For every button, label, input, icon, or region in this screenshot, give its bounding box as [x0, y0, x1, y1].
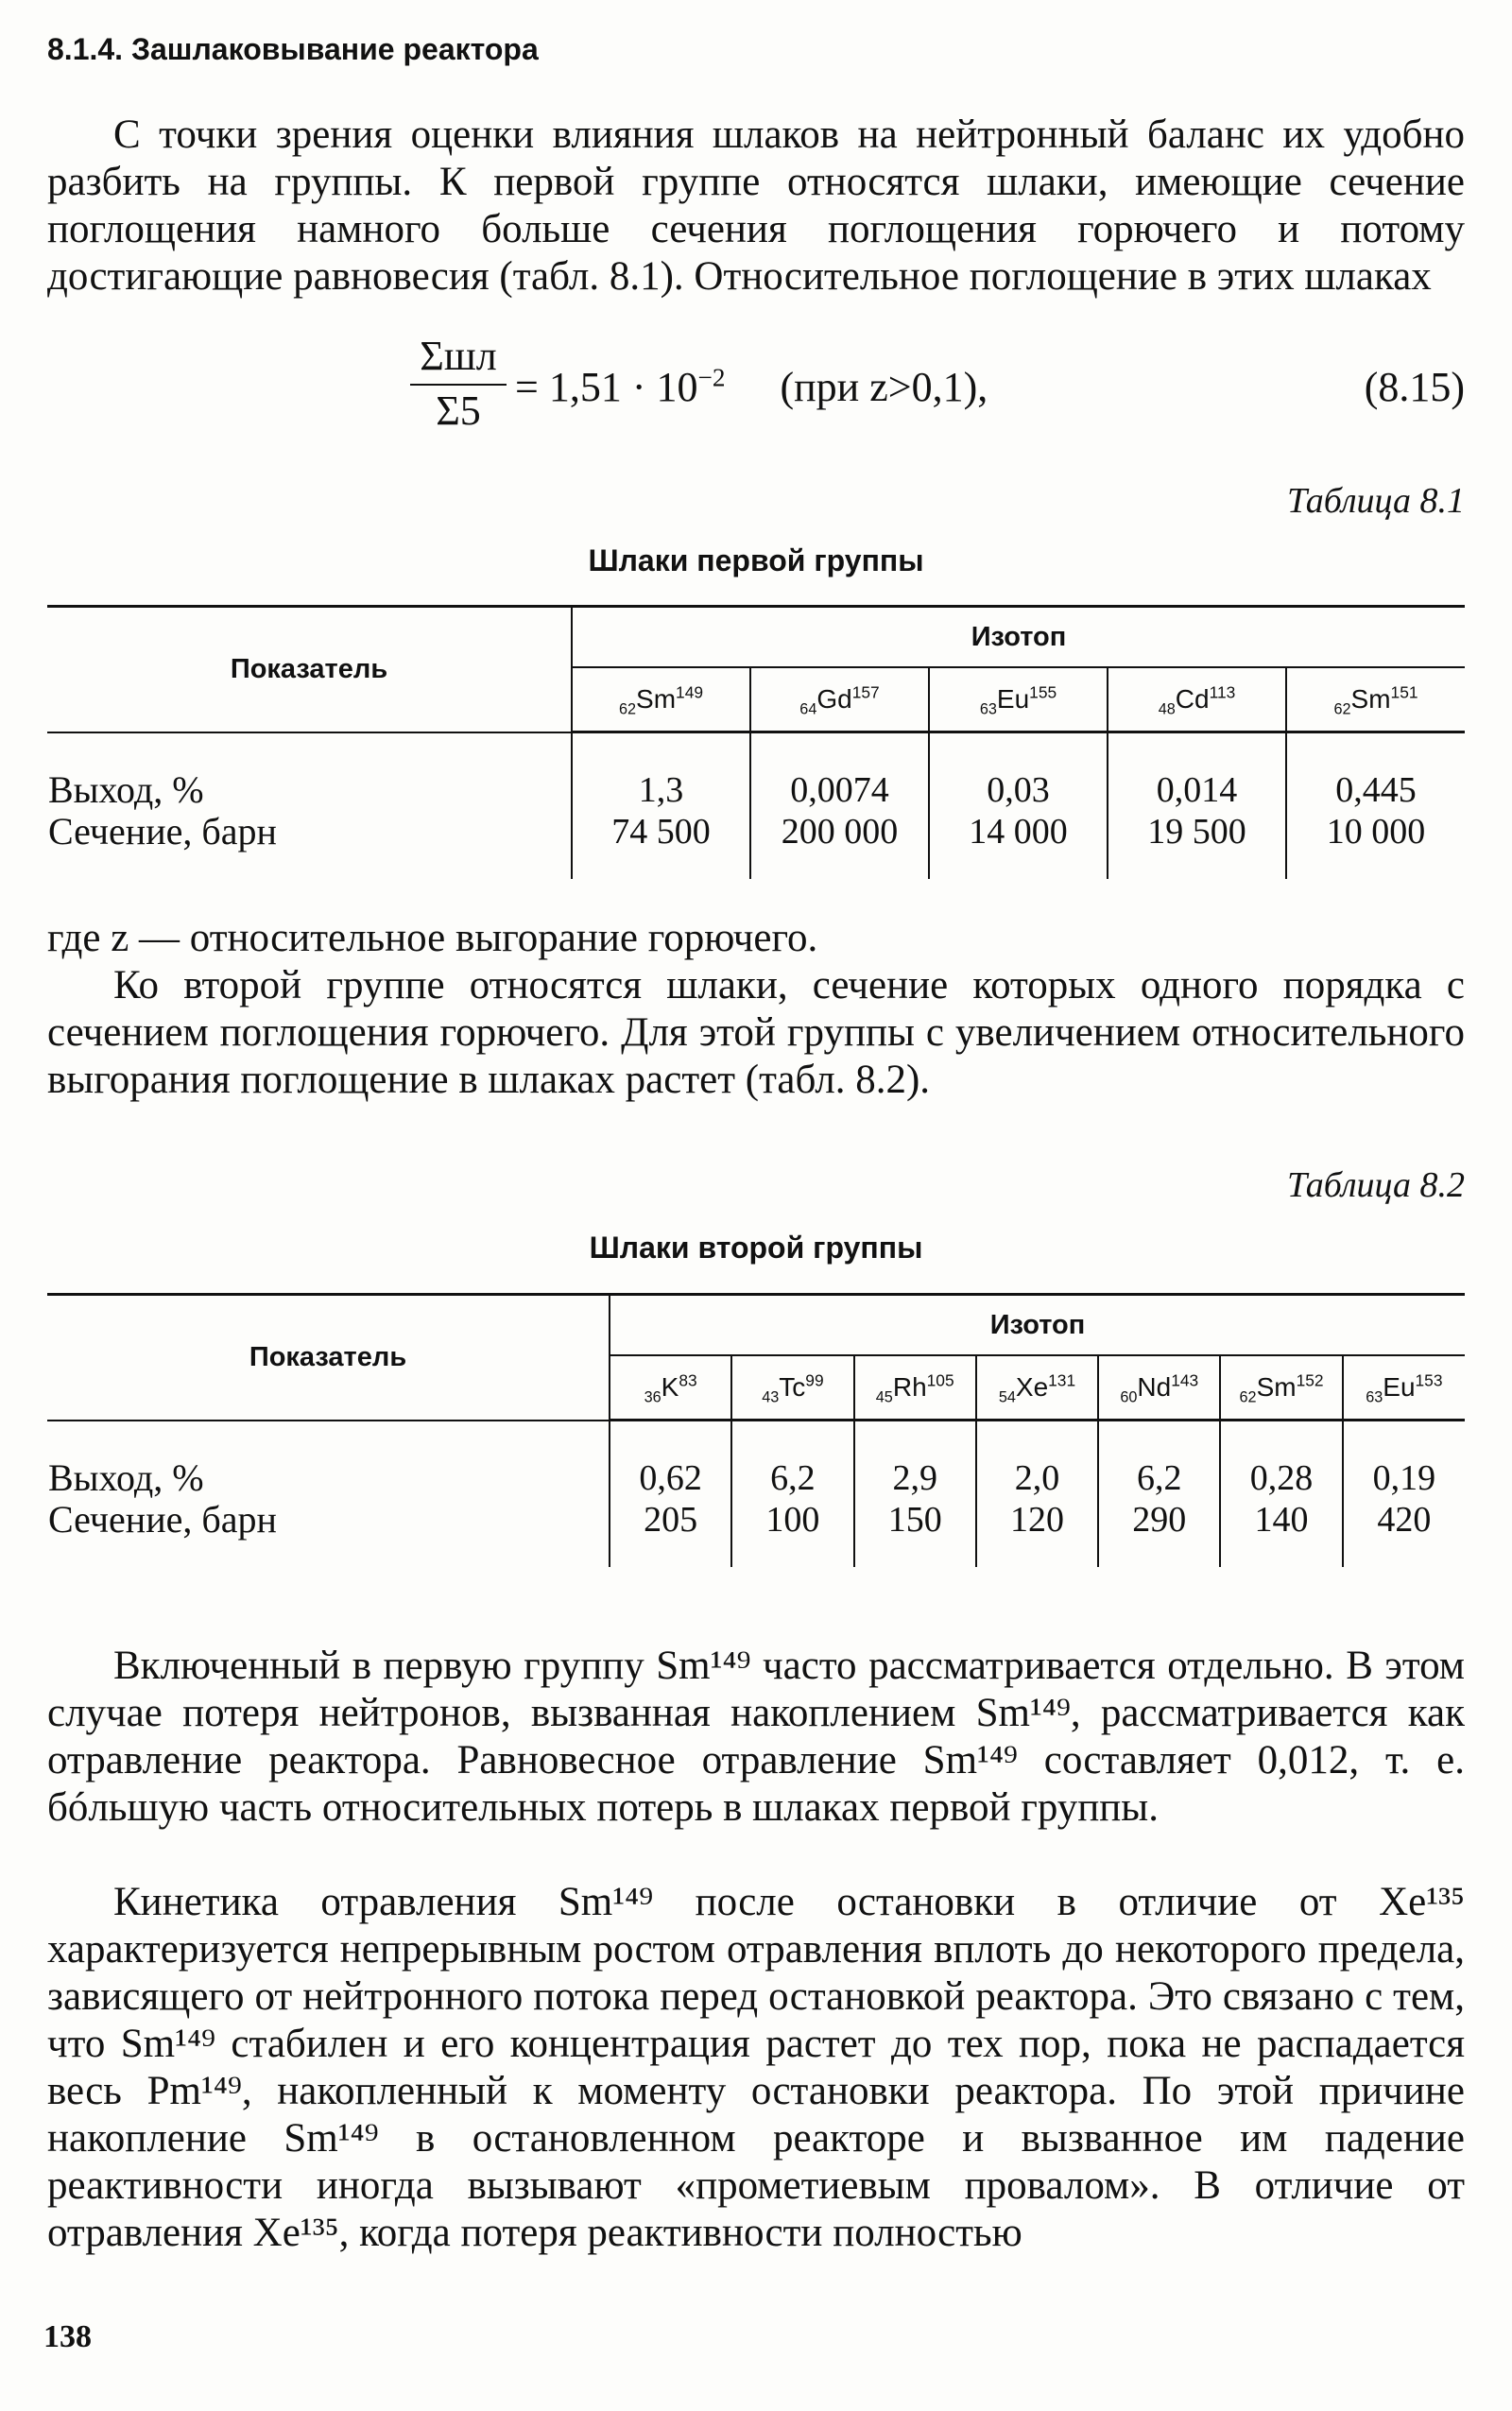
- cross-section-value: 150: [887, 1500, 942, 1540]
- table2-value-cell: [1098, 1421, 1220, 1568]
- cross-section-value: 200 000: [781, 812, 899, 852]
- isotope-symbol: Gd: [816, 684, 852, 714]
- table2-isotope-header: [610, 1355, 731, 1421]
- table1-isotope-header: [1108, 667, 1286, 732]
- table2-isotope-header: [1098, 1355, 1220, 1421]
- table1-label-yield: Выход, %: [48, 767, 204, 811]
- equation-rhs: [515, 363, 988, 411]
- table2-caption: Таблица 8.2: [1287, 1165, 1465, 1205]
- table2-isotope-header: [731, 1355, 853, 1421]
- fraction-bar: [410, 384, 507, 386]
- yield-value: 0,014: [1156, 770, 1238, 810]
- yield-value: 0,19: [1372, 1458, 1436, 1498]
- table1-value-cell: [1108, 732, 1286, 880]
- table1-value-cell: [750, 732, 929, 880]
- table-first-group: [47, 605, 1465, 879]
- yield-value: 0,0074: [790, 770, 889, 810]
- isotope-atomic-number: 60: [1120, 1388, 1138, 1406]
- isotope-atomic-number: 45: [875, 1388, 893, 1406]
- cross-section-value: 420: [1377, 1500, 1432, 1540]
- isotope-symbol: Eu: [1383, 1372, 1416, 1402]
- paragraph-kinetics: Кинетика отравления Sm¹⁴⁹ после остановки в отличие от Xe¹³⁵ характеризуется непрерывным ростом отравления вплоть до некоторого предела, зависящего от нейтронного потока перед остановкой реактора. Это связано с тем, что Sm¹⁴⁹ стабилен и его концентрация растет до тех пор, пока не распадается весь Pm¹⁴⁹, накопленный к моменту остановки реактора. По этой причине накопление Sm¹⁴⁹ в остановленном реакторе и вызванное им падение реактивности иногда вызывают «прометиевым провалом». В отличие от отравления Xe¹³⁵, когда потеря реактивности полностью: [47, 1880, 1465, 2255]
- cross-section-value: 19 500: [1147, 812, 1246, 852]
- table1-value-cell: [1286, 732, 1465, 880]
- table2-isotope-header: [854, 1355, 976, 1421]
- isotope-mass-number: 99: [805, 1370, 824, 1390]
- isotope-mass-number: 113: [1209, 682, 1236, 702]
- table2-row-header: Показатель: [47, 1295, 610, 1421]
- table1-caption: Таблица 8.1: [1287, 481, 1465, 521]
- isotope-atomic-number: 54: [998, 1388, 1016, 1406]
- isotope-symbol: Sm: [1256, 1372, 1297, 1402]
- yield-value: 6,2: [770, 1458, 816, 1498]
- yield-value: 0,03: [987, 770, 1050, 810]
- table-second-group: [47, 1293, 1465, 1567]
- isotope-symbol: Tc: [779, 1372, 806, 1402]
- paragraph-sm149: Включенный в первую группу Sm¹⁴⁹ часто рассматривается отдельно. В этом случае потеря нейтронов, вызванная накоплением Sm¹⁴⁹, рассматривается как отравление реактора. Равновесное отравление Sm¹⁴⁹ составляет 0,012, т. е. бóльшую часть относительных потерь в шлаках первой группы.: [47, 1644, 1465, 1830]
- isotope-atomic-number: 62: [1239, 1388, 1257, 1406]
- table1-isotope-header: [1286, 667, 1465, 732]
- table1-isotope-header: [572, 667, 750, 732]
- isotope-atomic-number: 48: [1158, 700, 1176, 718]
- isotope-mass-number: 105: [926, 1370, 954, 1390]
- cross-section-value: 290: [1132, 1500, 1187, 1540]
- cross-section-value: 14 000: [969, 812, 1068, 852]
- table2-row-labels: [47, 1421, 610, 1568]
- table2-label-cross-section: Сечение, барн: [48, 1497, 277, 1541]
- table2-value-cell: [1220, 1421, 1342, 1568]
- isotope-mass-number: 152: [1296, 1370, 1324, 1390]
- paragraph-z-definition: где z — относительное выгорание горючего.: [47, 916, 818, 960]
- section-title: 8.1.4. Зашлаковывание реактора: [47, 32, 539, 66]
- table2-value-cell: [1343, 1421, 1465, 1568]
- table2-group-header: Изотоп: [610, 1295, 1465, 1356]
- table1-isotope-header: [929, 667, 1108, 732]
- table2-value-cell: [731, 1421, 853, 1568]
- table1-row-labels: [47, 732, 572, 880]
- isotope-atomic-number: 63: [1366, 1388, 1383, 1406]
- paragraph-intro: С точки зрения оценки влияния шлаков на нейтронный баланс их удобно разбить на группы. К первой группе относятся шлаки, имеющие сечение поглощения намного больше сечения поглощения горючего и потому достигающие равновесия (табл. 8.1). Относительное поглощение в этих шлаках: [47, 112, 1465, 299]
- isotope-symbol: Rh: [892, 1372, 927, 1402]
- yield-value: 0,445: [1335, 770, 1417, 810]
- table2-label-yield: Выход, %: [48, 1455, 204, 1499]
- cross-section-value: 10 000: [1326, 812, 1426, 852]
- cross-section-value: 74 500: [611, 812, 711, 852]
- fraction-denominator: Σ5: [436, 387, 481, 434]
- isotope-atomic-number: 63: [979, 700, 997, 718]
- isotope-mass-number: 131: [1048, 1370, 1076, 1390]
- table2-isotope-header: [1343, 1355, 1465, 1421]
- table1-data-row: [47, 732, 1465, 880]
- fraction: [406, 333, 510, 437]
- isotope-symbol: K: [661, 1372, 679, 1402]
- cross-section-value: 120: [1009, 1500, 1064, 1540]
- yield-value: 0,28: [1249, 1458, 1314, 1498]
- page-number: 138: [43, 2319, 92, 2354]
- paragraph-second-group: Ко второй группе относятся шлаки, сечение которых одного порядка с сечением поглощения горючего. Для этой группы с увеличением относительного выгорания поглощение в шлаках растет (табл. 8.2).: [47, 963, 1465, 1102]
- yield-value: 1,3: [638, 770, 684, 810]
- isotope-symbol: Eu: [996, 684, 1030, 714]
- table1-isotope-header: [750, 667, 929, 732]
- cross-section-value: 100: [765, 1500, 820, 1540]
- table1-value-cell: [929, 732, 1108, 880]
- yield-value: 2,9: [892, 1458, 937, 1498]
- table2-data-row: [47, 1421, 1465, 1568]
- isotope-atomic-number: 64: [799, 700, 817, 718]
- isotope-atomic-number: 62: [1333, 700, 1351, 718]
- isotope-atomic-number: 62: [618, 700, 637, 718]
- isotope-symbol: Sm: [1350, 684, 1391, 714]
- table2-title: Шлаки второй группы: [589, 1231, 923, 1265]
- table2-value-cell: [610, 1421, 731, 1568]
- isotope-mass-number: 153: [1415, 1370, 1443, 1390]
- equation-value: = 1,51 · 10: [515, 364, 698, 410]
- table1-title: Шлаки первой группы: [588, 543, 924, 577]
- isotope-atomic-number: 36: [644, 1388, 662, 1406]
- table1-value-cell: [572, 732, 750, 880]
- isotope-mass-number: 157: [851, 682, 880, 702]
- table2-value-cell: [976, 1421, 1098, 1568]
- yield-value: 6,2: [1137, 1458, 1182, 1498]
- table2-value-cell: [854, 1421, 976, 1568]
- equation-8-15: [406, 333, 1465, 437]
- yield-value: 0,62: [639, 1458, 702, 1498]
- table1-row-header: Показатель: [47, 607, 572, 732]
- equation-exponent: −2: [697, 363, 726, 392]
- isotope-symbol: Cd: [1175, 684, 1210, 714]
- isotope-mass-number: 149: [676, 682, 704, 702]
- isotope-symbol: Sm: [636, 684, 677, 714]
- table1-group-header: Изотоп: [572, 607, 1465, 668]
- yield-value: 2,0: [1014, 1458, 1060, 1498]
- isotope-mass-number: 155: [1029, 682, 1057, 702]
- table1-label-cross-section: Сечение, барн: [48, 809, 277, 852]
- isotope-atomic-number: 43: [762, 1388, 780, 1406]
- cross-section-value: 140: [1254, 1500, 1309, 1540]
- isotope-mass-number: 151: [1390, 682, 1418, 702]
- isotope-mass-number: 83: [679, 1370, 697, 1390]
- table2-isotope-header: [976, 1355, 1098, 1421]
- table2-isotope-header: [1220, 1355, 1342, 1421]
- equation-condition: (при z>0,1),: [780, 364, 988, 410]
- fraction-numerator: Σшл: [420, 333, 497, 379]
- isotope-symbol: Nd: [1137, 1372, 1172, 1402]
- isotope-mass-number: 143: [1171, 1370, 1199, 1390]
- cross-section-value: 205: [644, 1500, 698, 1540]
- equation-number: (8.15): [1364, 364, 1465, 410]
- isotope-symbol: Xe: [1015, 1372, 1049, 1402]
